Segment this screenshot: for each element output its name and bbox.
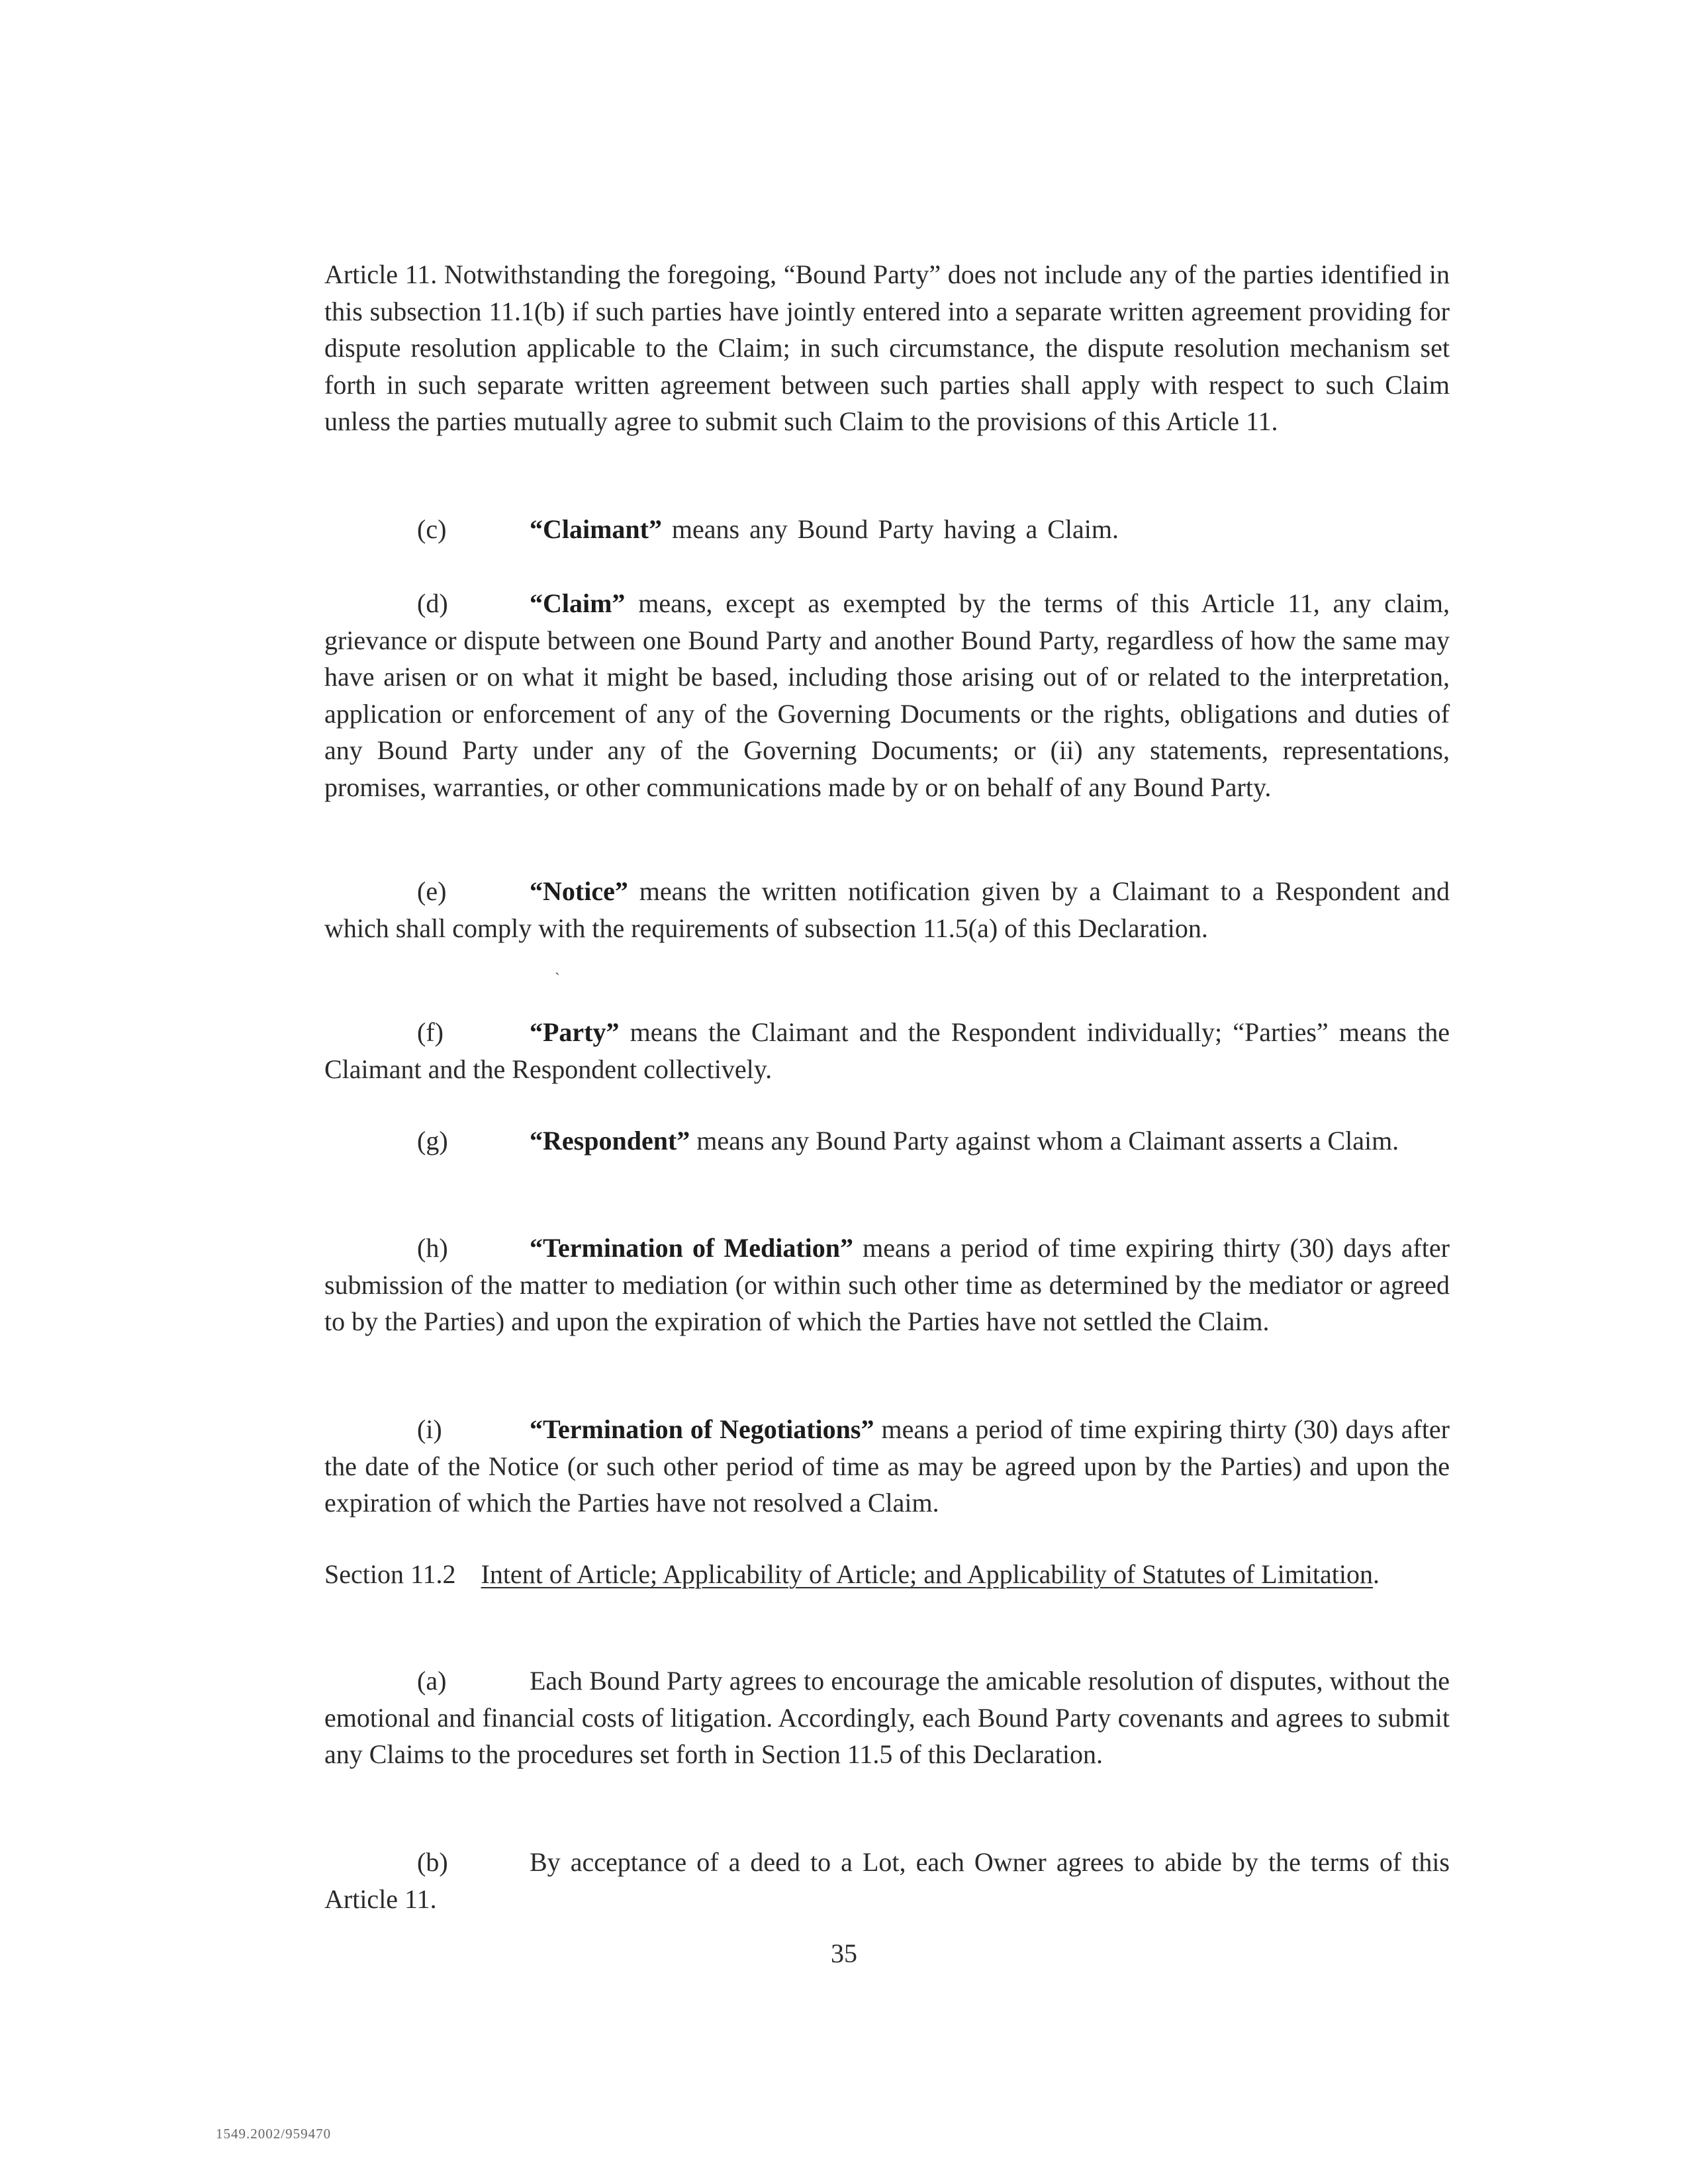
defined-term: “Termination of Negotiations” (530, 1414, 874, 1444)
definition-text: means a period of time expiring thirty (30) days after submission of the matter to mediation (or within such other time as determined by the mediator or agreed to by the Parties) and upon the expiration of which the Parties have not settled the Claim. (324, 1233, 1450, 1336)
definition-text: means, except as exempted by the terms of this Article 11, any claim, grievance or dispute between one Bound Party and another Bound Party, regardless of how the same may have arisen or on what it might be based, including those arising out of or related to the interpretation, application or enforcement of any of the Governing Documents or the rights, obligations and duties of any Bound Party under any of the Governing Documents; or (ii) any statements, representations, promises, warranties, or other communications made by or on behalf of any Bound Party. (324, 588, 1450, 802)
subsection-text: Each Bound Party agrees to encourage the amicable resolution of disputes, without the emotional and financial costs of litigation. Accordingly, each Bound Party covenants and agrees to submit any Claims to the procedures set forth in Section 11.5 of this Declaration. (324, 1666, 1450, 1769)
definition-label: (g) (417, 1126, 448, 1156)
definition-party (324, 1014, 1450, 1087)
continuation-paragraph: Article 11. Notwithstanding the foregoing, “Bound Party” does not include any of the parties identified in this subsection 11.1(b) if such parties have jointly entered into a separate written agreement providing for dispute resolution applicable to the Claim; in such circumstance, the dispute resolution mechanism set forth in such separate written agreement between such parties shall apply with respect to such Claim unless the parties mutually agree to submit such Claim to the provisions of this Article 11. (324, 259, 1450, 436)
defined-term: “Party” (530, 1017, 620, 1047)
defined-term: “Claimant” (530, 514, 662, 544)
definition-label: (d) (417, 588, 448, 618)
subsection-label: (a) (417, 1666, 447, 1696)
definition-label: (e) (417, 876, 447, 906)
stray-mark: ˏ (555, 958, 560, 976)
definition-label: (i) (417, 1414, 442, 1444)
definition-label: (c) (417, 514, 447, 544)
section-heading: Section 11.2 Intent of Article; Applicability of Article; and Applicability of Statutes of Limitation. (324, 1559, 1380, 1589)
definition-termination-of-negotiations (324, 1411, 1450, 1522)
definition-claim (324, 585, 1450, 805)
definition-respondent (324, 1122, 1450, 1160)
section-title: Intent of Article; Applicability of Article; and Applicability of Statutes of Limitation (481, 1559, 1374, 1589)
defined-term: “Respondent” (530, 1126, 690, 1156)
definition-termination-of-mediation (324, 1230, 1450, 1340)
section-number: Section 11.2 (324, 1559, 456, 1589)
subsection-a (324, 1662, 1450, 1773)
defined-term: “Notice” (530, 876, 628, 906)
subsection-b (324, 1844, 1450, 1917)
footer-document-code: 1549.2002/959470 (216, 2126, 332, 2142)
definition-text: means a period of time expiring thirty (30) days after the date of the Notice (or such other period of time as may be agreed upon by the Parties) and upon the expiration of which the Parties have not resolved a Claim. (324, 1414, 1450, 1518)
definition-notice (324, 873, 1450, 946)
definition-text: means the Claimant and the Respondent individually; “Parties” means the Claimant and the Respondent collectively. (324, 1017, 1450, 1084)
definition-label: (h) (417, 1233, 448, 1263)
definition-text: means any Bound Party having a Claim. (662, 514, 1119, 544)
subsection-text: By acceptance of a deed to a Lot, each Owner agrees to abide by the terms of this Article 11. (324, 1847, 1450, 1914)
defined-term: “Claim” (530, 588, 626, 618)
definition-text: means any Bound Party against whom a Claimant asserts a Claim. (690, 1126, 1399, 1156)
definition-text: means the written notification given by a Claimant to a Respondent and which shall comply with the requirements of subsection 11.5(a) of this Declaration. (324, 876, 1450, 943)
definition-label: (f) (417, 1017, 444, 1047)
page-number: 35 (831, 1938, 857, 1968)
subsection-label: (b) (417, 1847, 448, 1877)
defined-term: “Termination of Mediation” (530, 1233, 853, 1263)
definition-claimant (324, 511, 1119, 548)
